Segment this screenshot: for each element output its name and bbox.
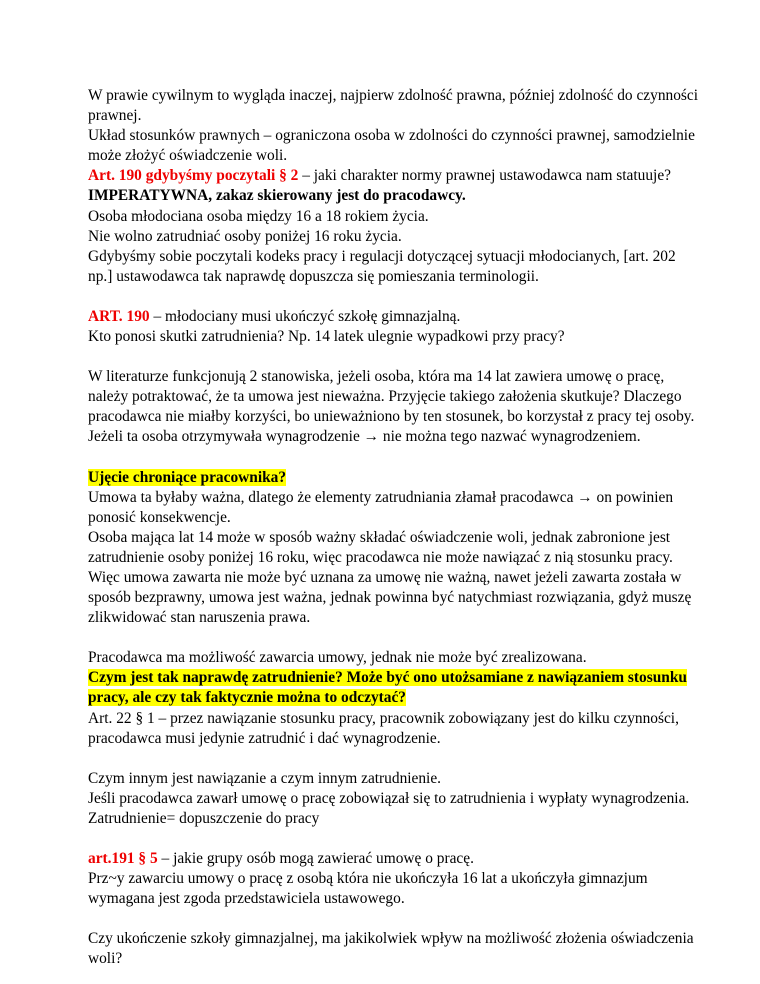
- spacer: [88, 287, 700, 307]
- para-employment-definition: Zatrudnienie= dopuszczenie do pracy: [88, 809, 320, 827]
- spacer: [88, 347, 700, 367]
- para-art22: Art. 22 § 1 – przez nawiązanie stosunku pracy, pracownik zobowiązany jest do kilku czynności, pracodawca musi jedynie zatrudnić i dać wynagrodzenie.: [88, 709, 679, 747]
- article-ref-190: ART. 190: [88, 307, 150, 325]
- para-under-16: Nie wolno zatrudniać osoby poniżej 16 roku życia.: [88, 227, 402, 245]
- para-art191: art.191 § 5 – jakie grupy osób mogą zawierać umowę o pracę.: [88, 850, 474, 867]
- para-guardian-consent: Prz~y zawarciu umowy o pracę z osobą która nie ukończyła 16 lat a ukończyła gimnazjum wymagana jest zgoda przedstawiciela ustawowego.: [88, 870, 648, 908]
- spacer: [88, 829, 700, 849]
- para-art190-school: ART. 190 – młodociany musi ukończyć szkołę gimnazjalną.: [88, 307, 461, 325]
- spacer: [88, 628, 700, 648]
- para-imperative: IMPERATYWNA, zakaz skierowany jest do pracodawcy.: [88, 187, 466, 205]
- para-juvenile-definition: Osoba młodociana osoba między 16 a 18 rokiem życia.: [88, 207, 429, 225]
- para-consequences-question: Kto ponosi skutki zatrudnienia? Np. 14 latek ulegnie wypadkowi przy pracy?: [88, 328, 565, 346]
- para-contract-valid: Umowa ta byłaby ważna, dlatego że elementy zatrudniania złamał pracodawca → on powinien ponosić konsekwencje.: [88, 488, 674, 526]
- heading-employee-protection: Ujęcie chroniące pracownika?: [88, 468, 287, 486]
- para-age-14: Osoba mająca lat 14 może w sposób ważny składać oświadczenie woli, jednak zabronione jest zatrudnienie osoby poniżej 16 roku, więc pracodawca nie może nawiązać z nią stosunku pracy. Więc umowa zawarta nie może być uznana za umowę nie ważną, nawet jeżeli zawarta została w sposób bezprawny, umowa jest ważna, jednak powinna być natychmiast rozwiązania, gdyż muszę zlikwidować stan naruszenia prawa.: [88, 528, 692, 627]
- para-legal-relations: Układ stosunków prawnych – ograniczona osoba w zdolności do czynności prawnej, samodzielnie może złożyć oświadczenie woli.: [88, 127, 695, 165]
- article-ref-190-s2: Art. 190 gdybyśmy poczytali § 2: [88, 167, 299, 185]
- para-literature-positions: W literaturze funkcjonują 2 stanowiska, jeżeli osoba, która ma 14 lat zawiera umowę o pracę, należy potraktować, że ta umowa jest nieważna. Przyjęcie takiego założenia skutkuje? Dlaczego pracodawca nie miałby korzyści, bo unieważniono by ten stosunek, bo korzystał z pracy tej osoby. Jeżeli ta osoba otrzymywała wynagrodzenie → nie można tego nazwać wynagrodzeniem.: [88, 368, 695, 446]
- article-ref-191-s5: art.191 § 5: [88, 850, 158, 867]
- spacer: [88, 749, 700, 769]
- para-establishing-vs-employment: Czym innym jest nawiązanie a czym innym zatrudnienie.: [88, 769, 442, 787]
- heading-employment-question: Czym jest tak naprawdę zatrudnienie? Może być ono utożsamiane z nawiązaniem stosunku pracy, ale czy tak faktycznie można to odczytać?: [88, 669, 687, 707]
- para-civil-law: W prawie cywilnym to wygląda inaczej, najpierw zdolność prawna, później zdolność do czynności prawnej.: [88, 87, 699, 125]
- document-body: [88, 86, 700, 969]
- para-employer-possibility: Pracodawca ma możliwość zawarcia umowy, jednak nie może być zrealizowana.: [88, 649, 587, 667]
- para-art190-question: Art. 190 gdybyśmy poczytali § 2 – jaki charakter normy prawnej ustawodawca nam statuuje?: [88, 167, 671, 185]
- para-final-question: Czy ukończenie szkoły gimnazjalnej, ma jakikolwiek wpływ na możliwość złożenia oświadczenia woli?: [88, 930, 694, 968]
- para-terminology: Gdybyśmy sobie poczytali kodeks pracy i regulacji dotyczącej sytuacji młodocianych, [art. 202 np.] ustawodawca tak naprawdę dopuszcza się pomieszania terminologii.: [88, 247, 676, 285]
- para-employer-obligation: Jeśli pracodawca zawarł umowę o pracę zobowiązał się to zatrudnienia i wypłaty wynagrodzenia.: [88, 789, 690, 807]
- spacer: [88, 909, 700, 929]
- spacer: [88, 448, 700, 468]
